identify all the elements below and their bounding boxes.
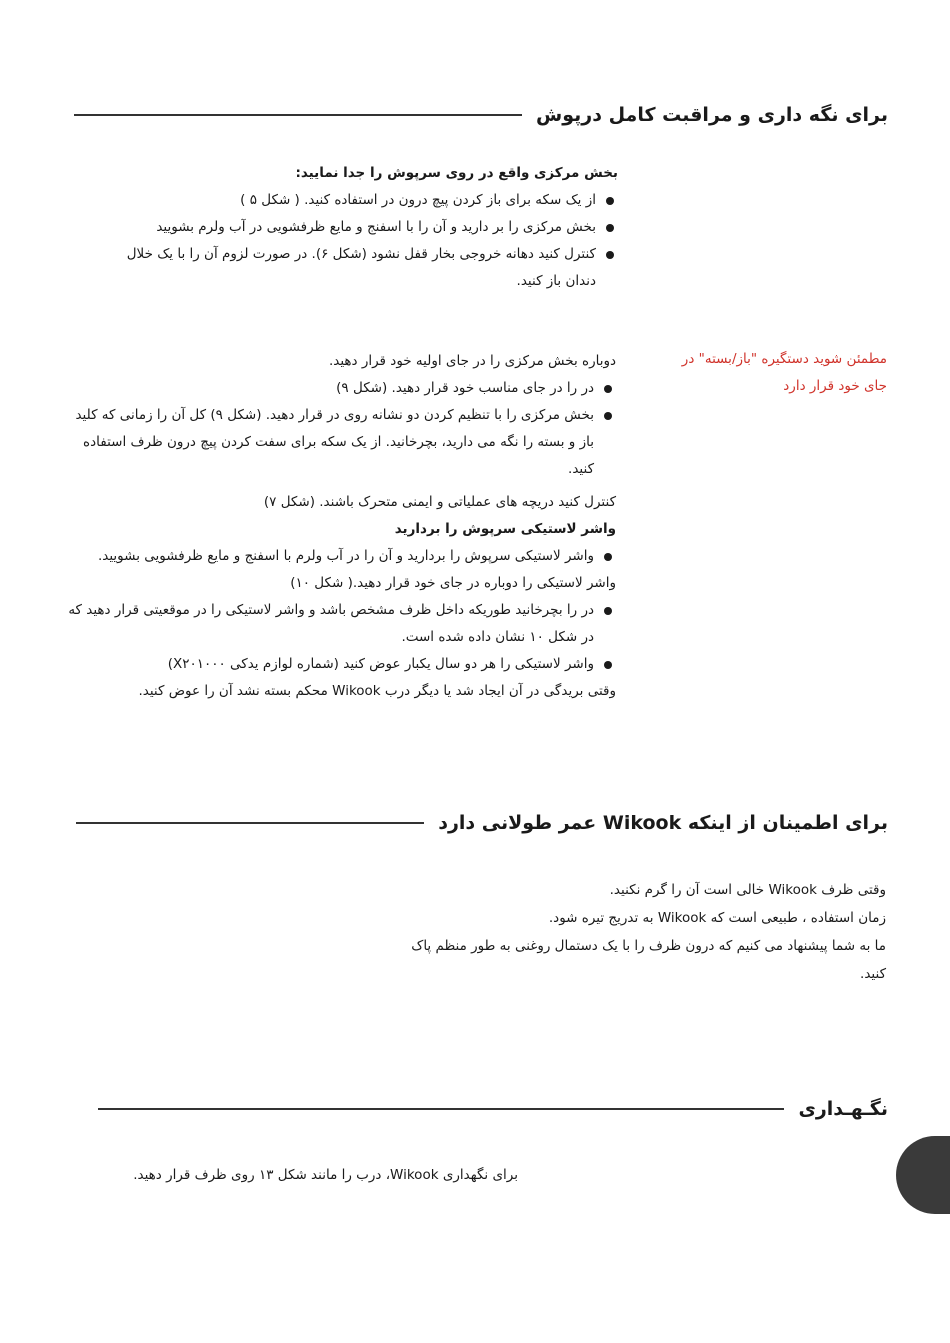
bullet-icon bbox=[604, 553, 612, 561]
section-title-longevity: برای اطمینان از اینکه Wikook عمر طولانی دارد bbox=[438, 812, 888, 834]
section-heading-longevity bbox=[62, 812, 888, 834]
bullet-icon bbox=[604, 385, 612, 393]
remove-center-list bbox=[96, 187, 618, 295]
remove-center-intro: بخش مرکزی واقع در روی سرپوش را جدا نمایید: bbox=[295, 165, 618, 181]
bullet-icon bbox=[606, 251, 614, 259]
list-item: کنترل کنید دهانه خروجی بخار قفل نشود (شکل ۶). در صورت لزوم آن را با یک خلال دندان باز کنید. bbox=[96, 241, 618, 295]
valve-check-line: کنترل کنید دریچه های عملیاتی و ایمنی متحرک باشند. (شکل ۷) bbox=[263, 494, 616, 510]
block-reinstall bbox=[64, 348, 616, 705]
longevity-line: وقتی ظرف Wikook خالی است آن را گرم نکنید. bbox=[609, 882, 886, 898]
block-longevity bbox=[400, 876, 886, 988]
bullet-icon bbox=[604, 661, 612, 669]
gasket-intro: واشر لاستیکی سرپوش را بردارید bbox=[394, 521, 616, 537]
reinstall-list bbox=[64, 375, 616, 483]
storage-line: برای نگهداری Wikook، درب را مانند شکل ۱۳ روی ظرف قرار دهید. bbox=[133, 1167, 518, 1183]
longevity-line: زمان استفاده ، طبیعی است که Wikook به تدریج تیره شود. bbox=[548, 910, 886, 926]
section-title-storage: نگـهـداری bbox=[798, 1098, 888, 1120]
gasket-back-list bbox=[64, 597, 616, 678]
list-item: بخش مرکزی را بر دارید و آن را با اسفنج و مایع ظرفشویی در آب ولرم بشویید bbox=[96, 214, 618, 241]
gasket-back-intro: واشر لاستیکی را دوباره در جای خود قرار دهید.( شکل ۱۰) bbox=[290, 575, 616, 591]
block-storage bbox=[60, 1162, 518, 1189]
section-heading-care bbox=[60, 104, 888, 126]
heading-rule bbox=[76, 822, 424, 824]
heading-rule bbox=[74, 114, 522, 116]
section-heading-storage bbox=[84, 1098, 888, 1120]
heading-rule bbox=[98, 1108, 784, 1110]
block-remove-center bbox=[96, 160, 618, 295]
bullet-icon bbox=[606, 197, 614, 205]
bullet-icon bbox=[604, 412, 612, 420]
list-item: واشر لاستیکی سرپوش را بردارید و آن را در آب ولرم با اسفنج و مایع ظرفشویی بشویید. bbox=[64, 543, 616, 570]
list-item: در را در جای مناسب خود قرار دهید. (شکل ۹) bbox=[64, 375, 616, 402]
handle-note: مطمئن شوید دستگیره "باز/بسته" در جای خود قرار دارد bbox=[681, 351, 887, 394]
reinstall-intro: دوباره بخش مرکزی را در جای اولیه خود قرار دهید. bbox=[328, 353, 616, 369]
section-title-care: برای نگه داری و مراقبت کامل درپوش bbox=[536, 104, 888, 126]
list-item: از یک سکه برای باز کردن پیچ درون در استفاده کنید. ( شکل ۵ ) bbox=[96, 187, 618, 214]
gasket-list bbox=[64, 543, 616, 570]
list-item: در را بچرخانید طوریکه داخل ظرف مشخص باشد و واشر لاستیکی را در موقعیتی قرار دهید که در شکل ۱۰ نشان داده شده است. bbox=[64, 597, 616, 651]
bullet-icon bbox=[606, 224, 614, 232]
replace-line: وقتی بریدگی در آن ایجاد شد یا دیگر درب Wikook محکم بسته نشد آن را عوض کنید. bbox=[138, 683, 616, 699]
bullet-icon bbox=[604, 607, 612, 615]
list-item: بخش مرکزی را با تنظیم کردن دو نشانه روی در قرار دهید. (شکل ۹) کل آن را زمانی که کلید باز و بسته را نگه می دارید، بچرخانید. از یک سکه برای سفت کردن پیچ درون ظرف استفاده کنید. bbox=[64, 402, 616, 483]
page-tab bbox=[896, 1136, 950, 1214]
longevity-line: ما به شما پیشنهاد می کنیم که درون ظرف را با یک دستمال روغنی به طور منظم پاک کنید. bbox=[411, 938, 886, 982]
list-item: واشر لاستیکی را هر دو سال یکبار عوض کنید (شماره لوازم یدکی X۲۰۱۰۰۰) bbox=[64, 651, 616, 678]
